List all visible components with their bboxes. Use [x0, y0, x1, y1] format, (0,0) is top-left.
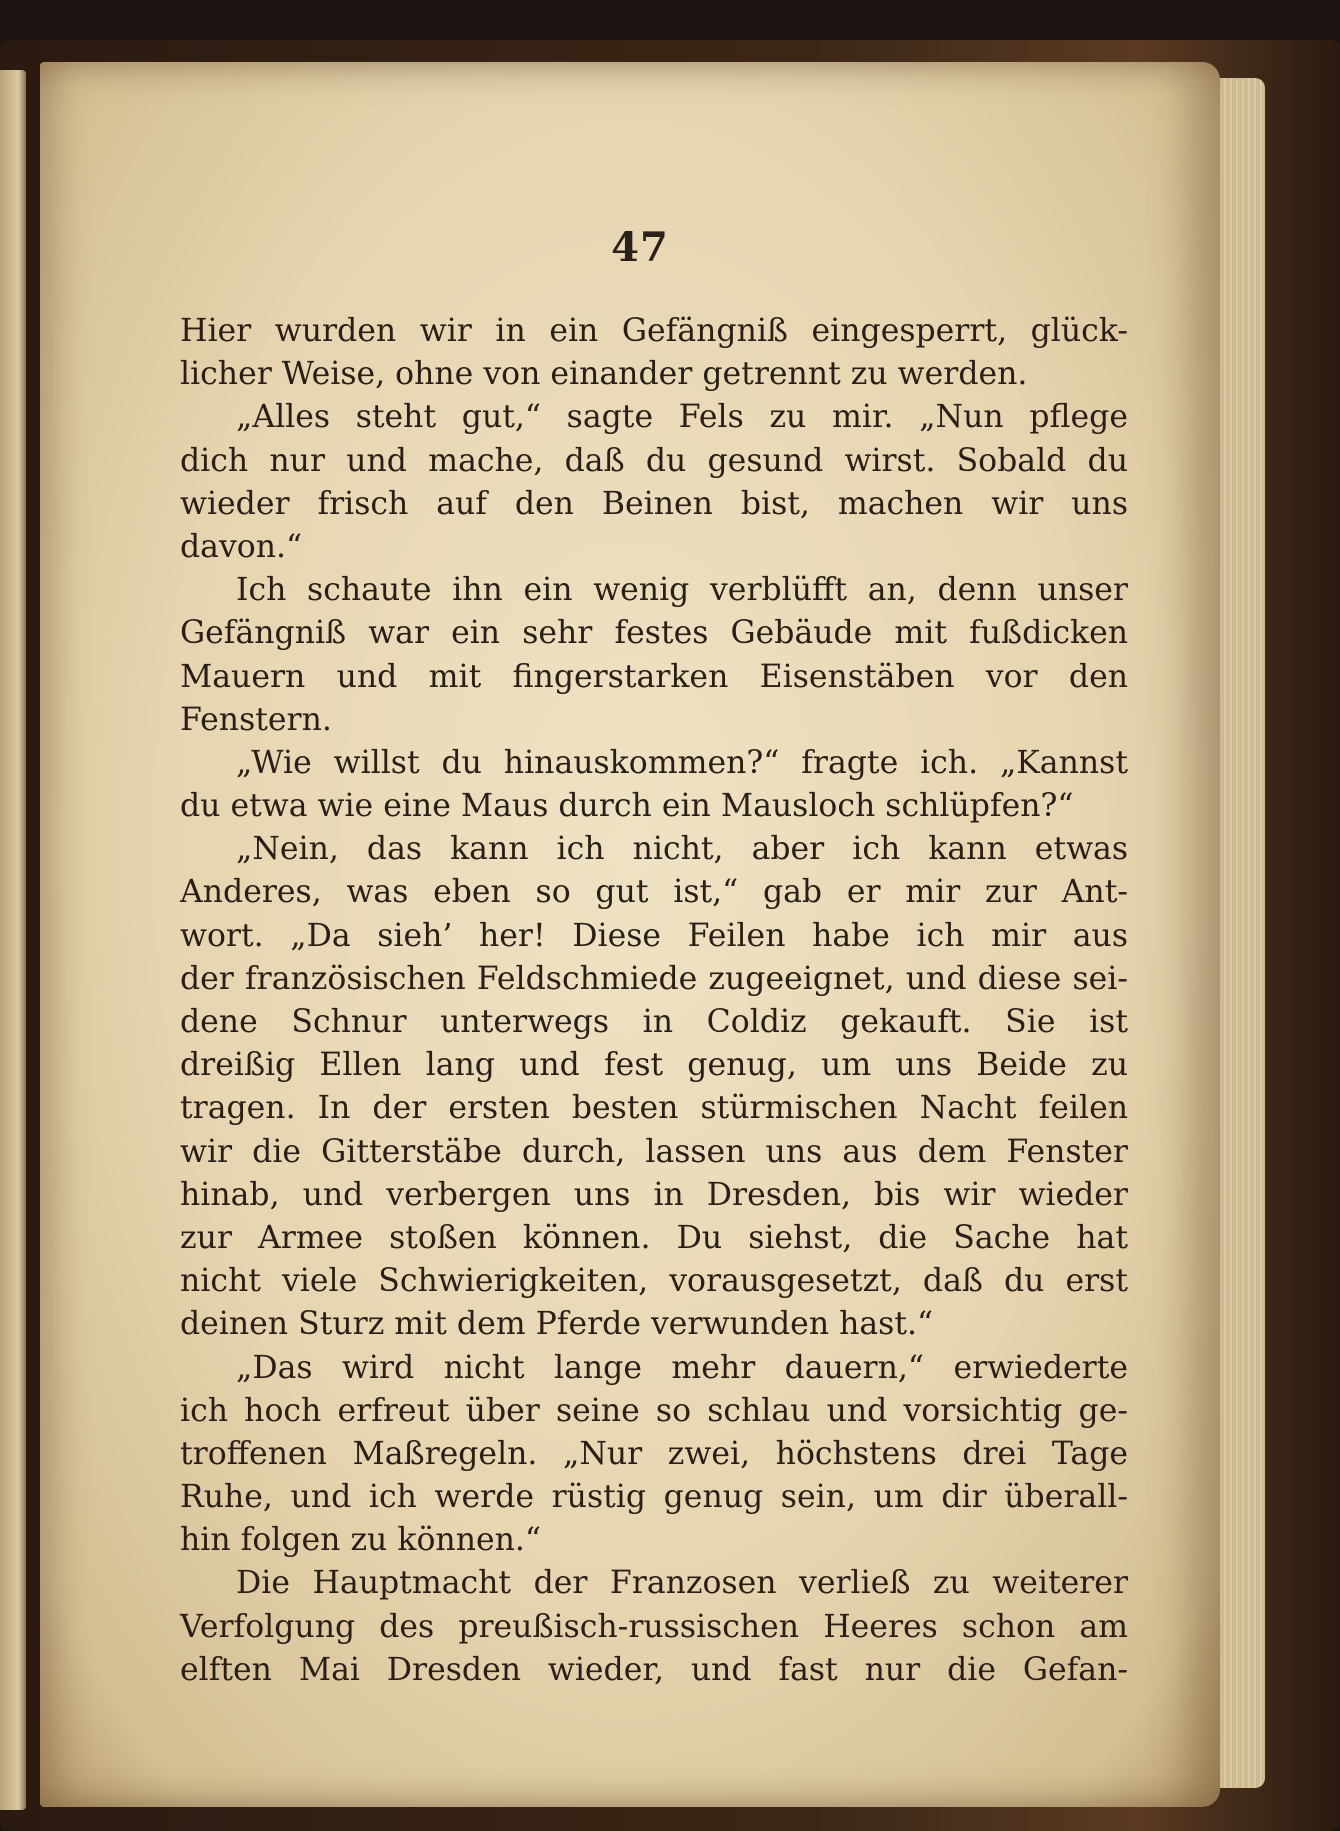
book-page: [40, 62, 1220, 1807]
text-line: hinab, und verbergen uns in Dresden, bis wir wieder: [180, 1176, 1128, 1213]
text-line: „Nein, das kann ich nicht, aber ich kann etwas: [236, 831, 1128, 868]
text-line: ich hoch erfreut über seine so schlau und vorsichtig ge-: [180, 1392, 1128, 1429]
text-line: Mauern und mit fingerstarken Eisenstäben vor den: [180, 658, 1128, 695]
text-line: licher Weise, ohne von einander getrennt zu werden.: [180, 356, 1028, 393]
text-line: wieder frisch auf den Beinen bist, machen wir uns: [180, 485, 1128, 522]
text-line: zur Armee stoßen können. Du siehst, die Sache hat: [180, 1219, 1128, 1256]
text-line: Anderes, was eben so gut ist,“ gab er mir zur Ant-: [180, 874, 1128, 911]
previous-page-edge: [0, 70, 26, 1810]
text-line: Ruhe, und ich werde rüstig genug sein, um dir überall-: [180, 1479, 1128, 1516]
text-line: nicht viele Schwierigkeiten, vorausgesetzt, daß du erst: [180, 1263, 1128, 1300]
text-line: dreißig Ellen lang und fest genug, um uns Beide zu: [180, 1047, 1128, 1084]
text-line: du etwa wie eine Maus durch ein Mausloch schlüpfen?“: [180, 788, 1074, 825]
text-line: elften Mai Dresden wieder, und fast nur die Gefan-: [180, 1651, 1128, 1688]
text-line: „Wie willst du hinauskommen?“ fragte ich. „Kannst: [236, 744, 1128, 781]
text-line: dene Schnur unterwegs in Coldiz gekauft. Sie ist: [180, 1004, 1128, 1040]
page-number: 47: [611, 224, 669, 271]
text-line: dich nur und mache, daß du gesund wirst. Sobald du: [180, 442, 1128, 479]
text-line: wir die Gitterstäbe durch, lassen uns aus dem Fenster: [180, 1133, 1128, 1170]
text-line: Gefängniß war ein sehr festes Gebäude mit fußdicken: [180, 615, 1128, 652]
text-line: deinen Sturz mit dem Pferde verwunden hast.“: [180, 1306, 934, 1343]
text-line: „Das wird nicht lange mehr dauern,“ erwiederte: [236, 1349, 1128, 1386]
text-line: Hier wurden wir in ein Gefängniß eingesperrt, glück-: [180, 313, 1128, 349]
text-line: wort. „Da sieh’ her! Diese Feilen habe ich mir aus: [180, 917, 1128, 954]
page-text: [180, 310, 1128, 1692]
text-line: troffenen Maßregeln. „Nur zwei, höchstens drei Tage: [180, 1435, 1128, 1472]
text-line: tragen. In der ersten besten stürmischen Nacht feilen: [180, 1090, 1128, 1127]
text-line: davon.“: [180, 528, 303, 565]
text-line: Die Hauptmacht der Franzosen verließ zu weiterer: [236, 1565, 1128, 1602]
text-line: „Alles steht gut,“ sagte Fels zu mir. „Nun pflege: [236, 399, 1128, 436]
text-line: hin folgen zu können.“: [180, 1522, 542, 1559]
text-line: Verfolgung des preußisch-russischen Heeres schon am: [180, 1608, 1128, 1645]
page-stack-edges: [1215, 78, 1265, 1788]
text-line: Fenstern.: [180, 701, 332, 738]
text-line: der französischen Feldschmiede zugeeignet, und diese sei-: [180, 960, 1128, 997]
text-line: Ich schaute ihn ein wenig verblüfft an, denn unser: [236, 572, 1128, 609]
